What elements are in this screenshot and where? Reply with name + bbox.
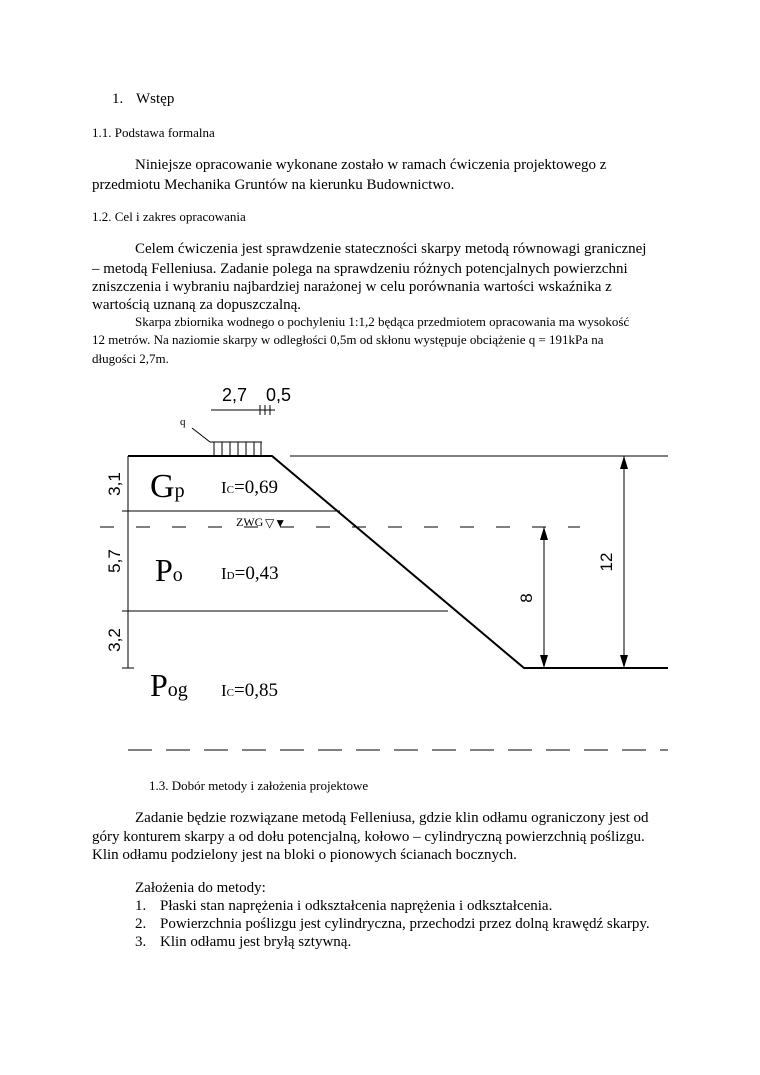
paragraph-line: góry konturem skarpy a od dołu potencjalną, kołowo – cylindryczną powierzchnią poślizgu. (92, 829, 645, 845)
layer-thickness-1: 3,1 (105, 472, 124, 496)
paragraph-line: zniszczenia i wybraniu najbardziej narażonej w celu porównania wartości wskaźnika z (92, 279, 612, 295)
water-height-label: 8 (517, 593, 536, 603)
load-arrows (214, 442, 261, 455)
paragraph-line: Celem ćwiczenia jest sprawdzenie stateczności skarpy metodą równowagi granicznej (135, 241, 647, 257)
load-length-label: 2,7 (222, 385, 248, 405)
list-item-number: 1. (135, 898, 147, 914)
paragraph-line-small: Skarpa zbiornika wodnego o pochyleniu 1:1,2 będąca przedmiotem opracowania ma wysokość (135, 314, 630, 329)
load-offset-label: 0,5 (266, 385, 292, 405)
list-item-number: 2. (135, 916, 147, 932)
paragraph-line-small: długości 2,7m. (92, 351, 169, 366)
paragraph-line: Niniejsze opracowanie wykonane zostało w ramach ćwiczenia projektowego z (135, 157, 607, 173)
soil-name-3: Pog (150, 667, 188, 703)
soil-parameter-1: IC=0,69 (221, 477, 278, 498)
layer-thickness-3: 3,2 (105, 628, 124, 652)
slope-profile (128, 456, 668, 668)
water-table-icon: ▽▼ (265, 516, 287, 530)
section-1-title: Wstęp (136, 91, 175, 107)
section-1-2-heading: 1.2. Cel i zakres opracowania (92, 209, 246, 224)
slope-cross-section-diagram (0, 380, 760, 770)
paragraph-line: – metodą Felleniusa. Zadanie polega na sprawdzeniu różnych potencjalnych powierzchni (92, 261, 628, 277)
soil-parameter-3: IC=0,85 (221, 680, 278, 701)
soil-name-1: Gp (150, 468, 185, 505)
layer-thickness-2: 5,7 (105, 549, 124, 573)
paragraph-line: Zadanie będzie rozwiązane metodą Felleniusa, gdzie klin odłamu ograniczony jest od (135, 810, 649, 826)
soil-parameter-2: ID=0,43 (221, 563, 279, 584)
soil-name-2: Po (155, 552, 183, 588)
paragraph-line: Klin odłamu podzielony jest na bloki o pionowych ścianach bocznych. (92, 847, 517, 863)
load-q-label: q (180, 416, 186, 428)
section-1-number: 1. (112, 91, 124, 107)
list-item-number: 3. (135, 934, 147, 950)
load-leader-line (192, 428, 210, 442)
list-item: Klin odłamu jest bryłą sztywną. (160, 934, 352, 950)
paragraph-line-small: 12 metrów. Na naziomie skarpy w odległości 0,5m od skłonu występuje obciążenie q = 191kPa na (92, 332, 604, 347)
assumptions-title: Założenia do metody: (135, 880, 266, 896)
section-1-1-heading: 1.1. Podstawa formalna (92, 125, 215, 140)
section-1-3-heading: 1.3. Dobór metody i założenia projektowe (149, 778, 369, 793)
paragraph-line: wartością uznaną za dopuszczalną. (92, 297, 302, 313)
water-table-label: ZWG (236, 515, 264, 529)
list-item: Płaski stan naprężenia i odkształcenia naprężenia i odkształcenia. (160, 898, 553, 914)
total-height-label: 12 (597, 552, 616, 572)
list-item: Powierzchnia poślizgu jest cylindryczna, przechodzi przez dolną krawędź skarpy. (160, 916, 650, 932)
paragraph-line: przedmiotu Mechanika Gruntów na kierunku Budownictwo. (92, 177, 455, 193)
